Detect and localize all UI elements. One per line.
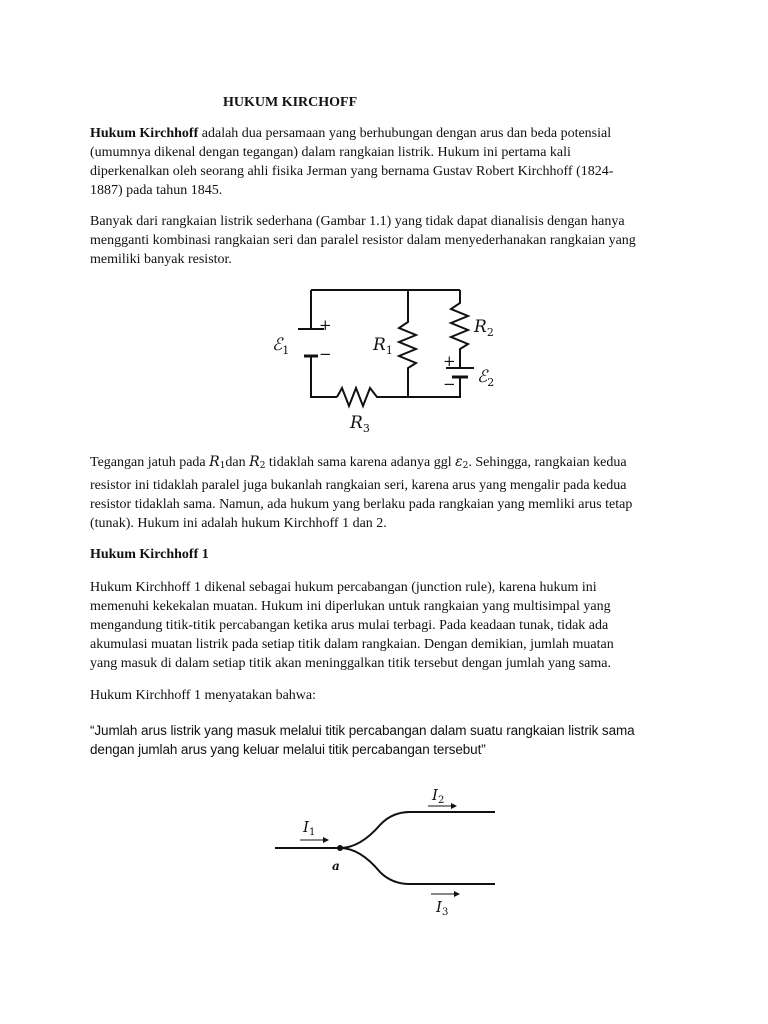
emf2-label: ℰ$_2$ (477, 367, 495, 389)
intro-line-2: (umumnya dikenal dengan tegangan) dalam rangkaian listrik. Hukum ini pertama kali (90, 145, 571, 160)
paragraph-3 (90, 453, 680, 533)
paragraph-2 (90, 212, 680, 269)
para3-line-3: resistor tidaklah sama. Namun, ada hukum yang berlaku pada rangkaian yang memliki arus tetap (90, 497, 633, 512)
para4-line-5: yang masuk di dalam setiap titik akan meninggalkan titik tersebut dengan jumlah yang sama. (90, 656, 611, 671)
wire-left-lower (311, 356, 337, 397)
para2-line-1: Banyak dari rangkaian listrik sederhana (Gambar 1.1) yang tidak dapat dianalisis dengan hanya (90, 214, 625, 229)
paragraph-5: Hukum Kirchhoff 1 menyatakan bahwa: (90, 688, 317, 703)
junction-diagram (275, 806, 495, 894)
para3-line-4: (tunak). Hukum ini adalah hukum Kirchhoff 1 dan 2. (90, 516, 387, 531)
r2-label: $R_2$ (474, 317, 494, 339)
intro-line-4: 1887) pada tahun 1845. (90, 183, 223, 198)
para4-line-3: mengandung titik-titik percabangan ketika arus mulai terbagi. Pada keadaan tunak, tidak ada (90, 618, 609, 633)
para2-line-2: mengganti kombinasi rangkaian seri dan paralel resistor dalam menyederhanakan rangkaian yang (90, 233, 636, 248)
heading-kirchhoff-1: Hukum Kirchhoff 1 (90, 547, 209, 562)
arrowhead-i3 (454, 891, 460, 897)
r1-symbol: $R_1$ (209, 454, 226, 471)
quote-line-1: “Jumlah arus listrik yang masuk melalui titik percabangan dalam suatu rangkaian listrik sama (90, 723, 635, 738)
para4-line-4: akumulasi muatan listrik pada setiap titik dalam rangkaian. Dengan demikian, jumlah muatan (90, 637, 614, 652)
intro-line-1: Hukum Kirchhoff adalah dua persamaan yang berhubungan dengan arus dan beda potensial (90, 126, 612, 141)
resistor-r3 (337, 388, 408, 406)
law-quote (90, 721, 690, 759)
r2-symbol: $R_2$ (249, 454, 266, 471)
emf2-symbol: $\varepsilon_2$ (455, 454, 469, 471)
intro-paragraph (90, 124, 680, 200)
i3-label: $I_3$ (436, 898, 449, 918)
para3-line-1: Tegangan jatuh pada $R_1dan$ $R_2$ tidaklah sama karena adanya ggl $\varepsilon_2$. Sehingga, rangkaian kedua (90, 454, 627, 471)
junction-branch-lower (340, 848, 495, 884)
quote-line-2: dengan jumlah arus yang keluar melalui titik percabangan tersebut” (90, 742, 486, 757)
arrowhead-i1 (323, 837, 329, 843)
emf1-label: ℰ$_1$ (272, 335, 290, 357)
i1-label: $I_1$ (303, 818, 316, 838)
wire-bottom-right (408, 377, 460, 397)
node-a-label: a (332, 859, 340, 873)
para3-line-2: resistor ini tidaklah paralel juga bukanlah rangkaian seri, karena arus yang mengalir pada kedua (90, 478, 627, 493)
r1-label: $R_1$ (373, 335, 393, 357)
junction-branch-upper (340, 812, 495, 848)
para4-line-2: memenuhi kekekalan muatan. Hukum ini diperlukan untuk rangkaian yang multisimpal yang (90, 599, 611, 614)
battery1-plus: + (319, 316, 332, 334)
resistor-r2 (451, 290, 468, 368)
junction-node (337, 845, 343, 851)
paragraph-4 (90, 578, 680, 673)
para4-line-1: Hukum Kirchhoff 1 dikenal sebagai hukum percabangan (junction rule), karena hukum ini (90, 580, 597, 595)
document-title: HUKUM KIRCHOFF (223, 95, 358, 110)
resistor-r1 (399, 290, 416, 397)
battery2-plus: + (443, 352, 456, 370)
r3-label: $R_3$ (350, 413, 370, 435)
arrowhead-i2 (451, 803, 457, 809)
intro-bold-term: Hukum Kirchhoff (90, 126, 199, 141)
i2-label: $I_2$ (432, 786, 445, 806)
intro-line-3: diperkenalkan oleh seorang ahli fisika Jerman yang bernama Gustav Robert Kirchhoff (1824- (90, 164, 614, 179)
para2-line-3: memiliki banyak resistor. (90, 252, 232, 267)
battery1-minus: − (319, 345, 332, 363)
battery2-minus: − (443, 375, 456, 393)
